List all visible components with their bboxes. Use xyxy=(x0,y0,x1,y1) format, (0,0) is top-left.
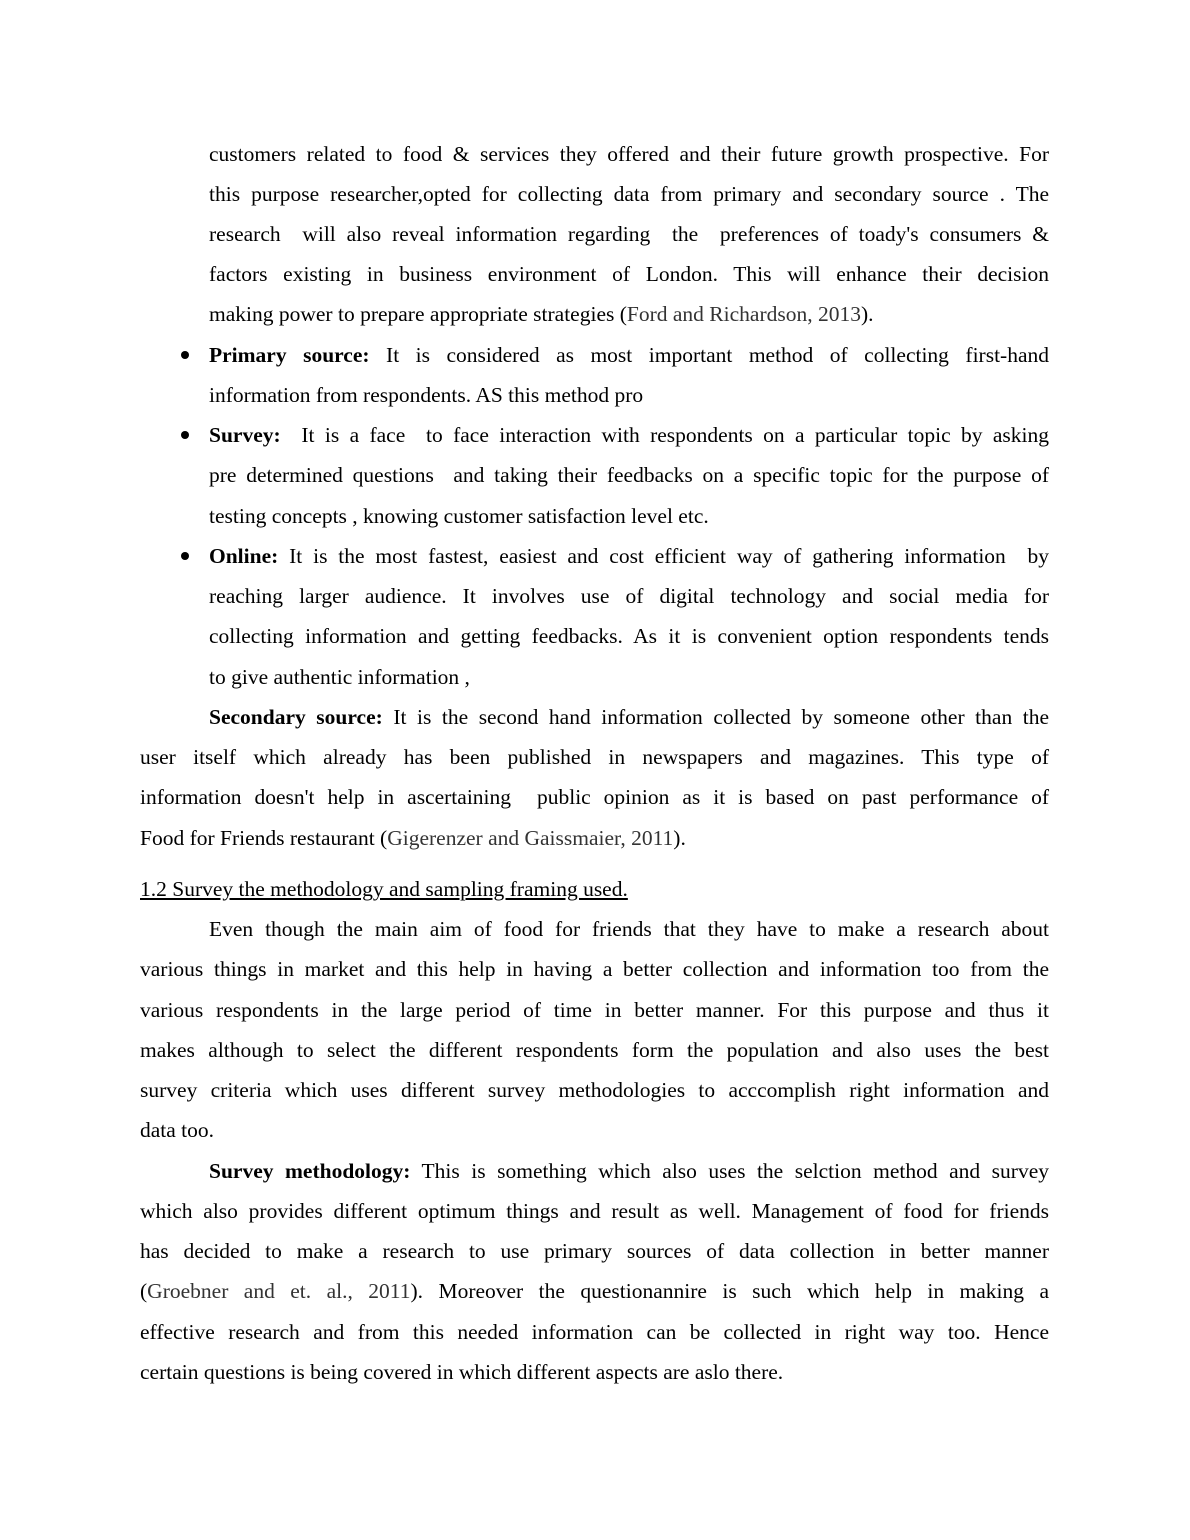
intro-line-1: customers related to food & services they offered and their future growth prospective. For xyxy=(209,142,1049,166)
bullet-text: It is a face to face interaction with respondents on a particular topic by asking xyxy=(280,423,1049,447)
bullet-dot-icon xyxy=(181,431,189,439)
bullet-dot-icon xyxy=(181,552,189,560)
paragraph-line: which also provides different optimum things and result as well. Management of food for friends xyxy=(140,1199,1049,1223)
bullet-line xyxy=(209,421,1049,449)
paragraph-text: ( xyxy=(140,1279,148,1303)
paragraph-line: survey criteria which uses different survey methodologies to acccomplish right information and xyxy=(140,1078,1049,1102)
paragraph-line xyxy=(209,1157,1049,1185)
bullet-line: reaching larger audience. It involves use of digital technology and social media for xyxy=(209,584,1049,608)
paragraph-line: Even though the main aim of food for friends that they have to make a research about xyxy=(209,917,1049,941)
paragraph-text: ). Moreover the questionannire is such which help in making a xyxy=(410,1279,1049,1303)
paragraph-line xyxy=(209,703,1049,731)
section-heading: 1.2 Survey the methodology and sampling framing used. xyxy=(140,877,628,901)
bullet-text: It is the most fastest, easiest and cost efficient way of gathering information by xyxy=(278,544,1049,568)
citation-groebner: Groebner and et. al., 2011 xyxy=(147,1279,411,1303)
paragraph-line: various respondents in the large period of time in better manner. For this purpose and thus it xyxy=(140,998,1049,1022)
paragraph-line: various things in market and this help in having a better collection and information too from the xyxy=(140,957,1049,981)
intro-line-3: research will also reveal information regarding the preferences of toady's consumers & xyxy=(209,222,1049,246)
paragraph-line: effective research and from this needed information can be collected in right way too. Hence xyxy=(140,1320,1049,1344)
paragraph-line xyxy=(140,824,686,852)
bullet-term: Primary source: xyxy=(209,343,370,367)
paragraph-line: information doesn't help in ascertaining public opinion as it is based on past performance of xyxy=(140,785,1049,809)
paragraph-term: Survey methodology: xyxy=(209,1159,411,1183)
bullet-term: Online: xyxy=(209,544,279,568)
intro-line-4: factors existing in business environment of London. This will enhance their decision xyxy=(209,262,1049,286)
citation-ford-richardson: Ford and Richardson, 2013 xyxy=(626,302,861,326)
paragraph-text: It is the second hand information collected by someone other than the xyxy=(382,705,1050,729)
paragraph-line: user itself which already has been published in newspapers and magazines. This type of xyxy=(140,745,1049,769)
bullet-line: pre determined questions and taking their feedbacks on a specific topic for the purpose of xyxy=(209,463,1049,487)
intro-line-5 xyxy=(209,300,874,328)
paragraph-line: has decided to make a research to use primary sources of data collection in better manner xyxy=(140,1239,1049,1263)
paragraph-text: This is something which also uses the selction method and survey xyxy=(410,1159,1049,1183)
paragraph-line xyxy=(140,1277,1049,1305)
bullet-text: It is considered as most important method of collecting first-hand xyxy=(369,343,1049,367)
bullet-term: Survey: xyxy=(209,423,281,447)
paragraph-line: certain questions is being covered in which different aspects are aslo there. xyxy=(140,1360,784,1384)
intro-text-end: ). xyxy=(860,302,874,326)
paragraph-line: data too. xyxy=(140,1118,215,1142)
bullet-line: to give authentic information , xyxy=(209,665,470,689)
bullet-line: information from respondents. AS this method pro xyxy=(209,383,644,407)
intro-text: making power to prepare appropriate strategies ( xyxy=(209,302,627,326)
paragraph-term: Secondary source: xyxy=(209,705,383,729)
bullet-line: collecting information and getting feedbacks. As it is convenient option respondents tends xyxy=(209,624,1049,648)
paragraph-text: Food for Friends restaurant ( xyxy=(140,826,388,850)
citation-gigerenzer-gaissmaier: Gigerenzer and Gaissmaier, 2011 xyxy=(387,826,674,850)
bullet-line: testing concepts , knowing customer satisfaction level etc. xyxy=(209,504,709,528)
intro-line-2: this purpose researcher,opted for collecting data from primary and secondary source . The xyxy=(209,182,1049,206)
paragraph-text-end: ). xyxy=(673,826,686,850)
paragraph-line: makes although to select the different respondents form the population and also uses the best xyxy=(140,1038,1049,1062)
bullet-line xyxy=(209,542,1049,570)
bullet-dot-icon xyxy=(181,351,189,359)
bullet-line xyxy=(209,341,1049,369)
